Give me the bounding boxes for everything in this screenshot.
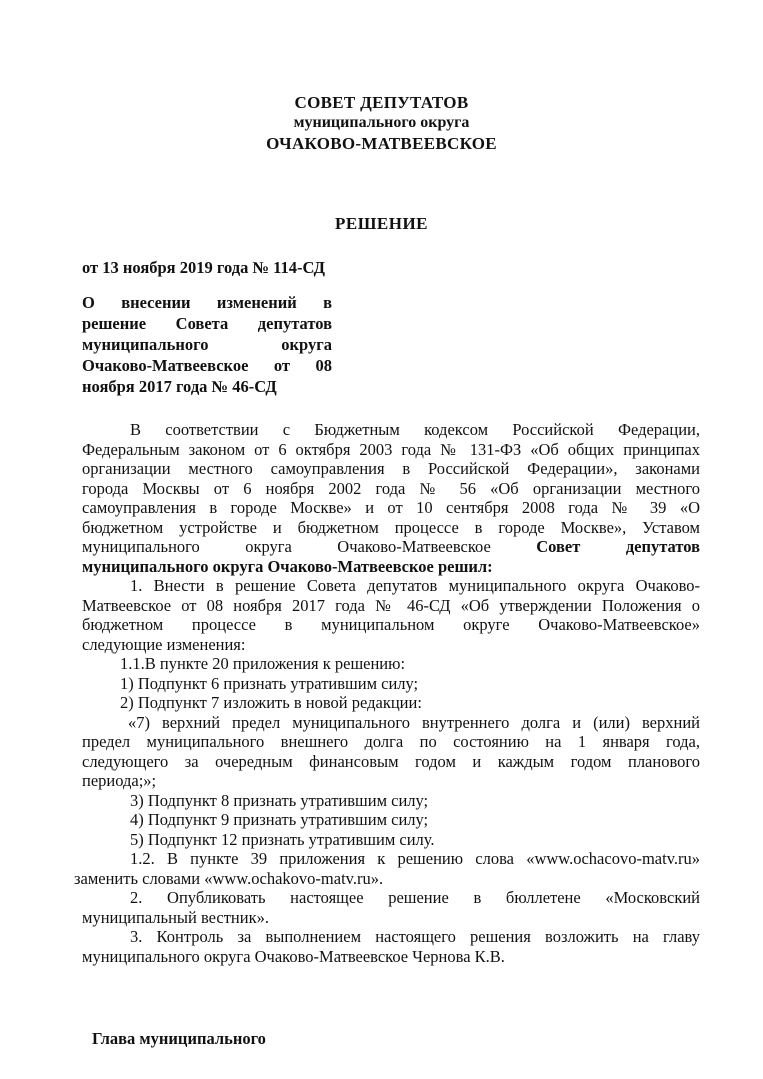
preamble-line: города Москвы от 6 ноября 2002 года № 56 «Об организации местного: [82, 478, 700, 498]
district-name: ОЧАКОВО-МАТВЕЕВСКОЕ: [266, 134, 497, 153]
item-1-line: следующие изменения:: [82, 634, 246, 654]
subitem-5: 5) Подпункт 12 признать утратившим силу.: [130, 829, 435, 849]
quote-line: следующего за очередным финансовым годом и каждым годом планового: [82, 751, 700, 771]
subitem-1: 1) Подпункт 6 признать утратившим силу;: [120, 673, 419, 693]
item-1-line: Матвеевское от 08 ноября 2017 года № 46-СД «Об утверждении Положения о: [82, 595, 700, 615]
council-subtitle: муниципального округа: [293, 114, 470, 131]
preamble-resolved-line: муниципального округа Очаково-Матвеевское решил:: [82, 556, 493, 576]
item-1-2-line: заменить словами «www.ochakovo-matv.ru».: [74, 868, 384, 888]
preamble-line: Федеральным законом от 6 октября 2003 года № 131-ФЗ «Об общих принципах: [82, 439, 700, 459]
quote-line: предел муниципального внешнего долга по состоянию на 1 января года,: [82, 732, 700, 751]
item-1-line: 1. Внести в решение Совета депутатов муниципального округа Очаково-: [130, 576, 700, 595]
subitem-2: 2) Подпункт 7 изложить в новой редакции:: [120, 693, 422, 712]
preamble-line: В соответствии с Бюджетным кодексом Российской Федерации,: [130, 420, 700, 439]
new-wording-quote: [82, 713, 700, 791]
item-1-2-line: 1.2. В пункте 39 приложения к решению слова «www.ochacovo-matv.ru»: [130, 849, 700, 868]
item-2-line: муниципальный вестник».: [82, 907, 269, 927]
item-1-1: 1.1.В пункте 20 приложения к решению:: [120, 654, 406, 673]
preamble-district: муниципального округа Очаково-Матвеевское: [82, 537, 491, 556]
council-title: СОВЕТ ДЕПУТАТОВ: [294, 93, 469, 112]
decision-date-number: от 13 ноября 2019 года № 114-СД: [82, 258, 325, 277]
document-body: [74, 420, 701, 966]
preamble-line: бюджетном устройстве и бюджетном процессе в городе Москве», Уставом: [82, 517, 700, 537]
item-2-line: 2. Опубликовать настоящее решение в бюллетене «Московский: [130, 888, 700, 907]
preamble-line: самоуправления в городе Москве» и от 10 сентября 2008 года № 39 «О: [82, 498, 700, 517]
item-1-line: бюджетном процессе в муниципальном округе Очаково-Матвеевское»: [82, 615, 700, 634]
item-3: [82, 927, 700, 966]
subject-line: Очаково-Матвеевское от 08: [82, 356, 332, 375]
subitem-3: 3) Подпункт 8 признать утратившим силу;: [130, 790, 429, 810]
subject-line: муниципального округа: [82, 335, 332, 354]
subject-line: О внесении изменений в: [82, 293, 332, 312]
item-1: [82, 576, 700, 654]
item-2: [82, 888, 700, 927]
preamble-line: [82, 537, 700, 557]
quote-line: «7) верхний предел муниципального внутреннего долга и (или) верхний: [128, 712, 700, 732]
subject-line: решение Совета депутатов: [82, 314, 332, 333]
council-resolved: Совет депутатов: [536, 537, 701, 556]
item-3-line: муниципального округа Очаково-Матвеевское Чернова К.В.: [82, 946, 505, 966]
preamble-line: организации местного самоуправления в Российской Федерации», законами: [82, 459, 700, 478]
decision-title: РЕШЕНИЕ: [334, 214, 428, 233]
decision-subject: [82, 292, 332, 397]
item-3-line: 3. Контроль за выполнением настоящего решения возложить на главу: [130, 927, 700, 946]
subitem-4: 4) Подпункт 9 признать утратившим силу;: [130, 810, 429, 829]
subject-line: ноября 2017 года № 46-СД: [82, 377, 277, 396]
document-header: [0, 92, 763, 154]
signature-block: Глава муниципального: [92, 1029, 266, 1048]
item-1-2: [74, 849, 700, 888]
preamble: [82, 420, 700, 576]
quote-line: периода;»;: [82, 771, 157, 790]
